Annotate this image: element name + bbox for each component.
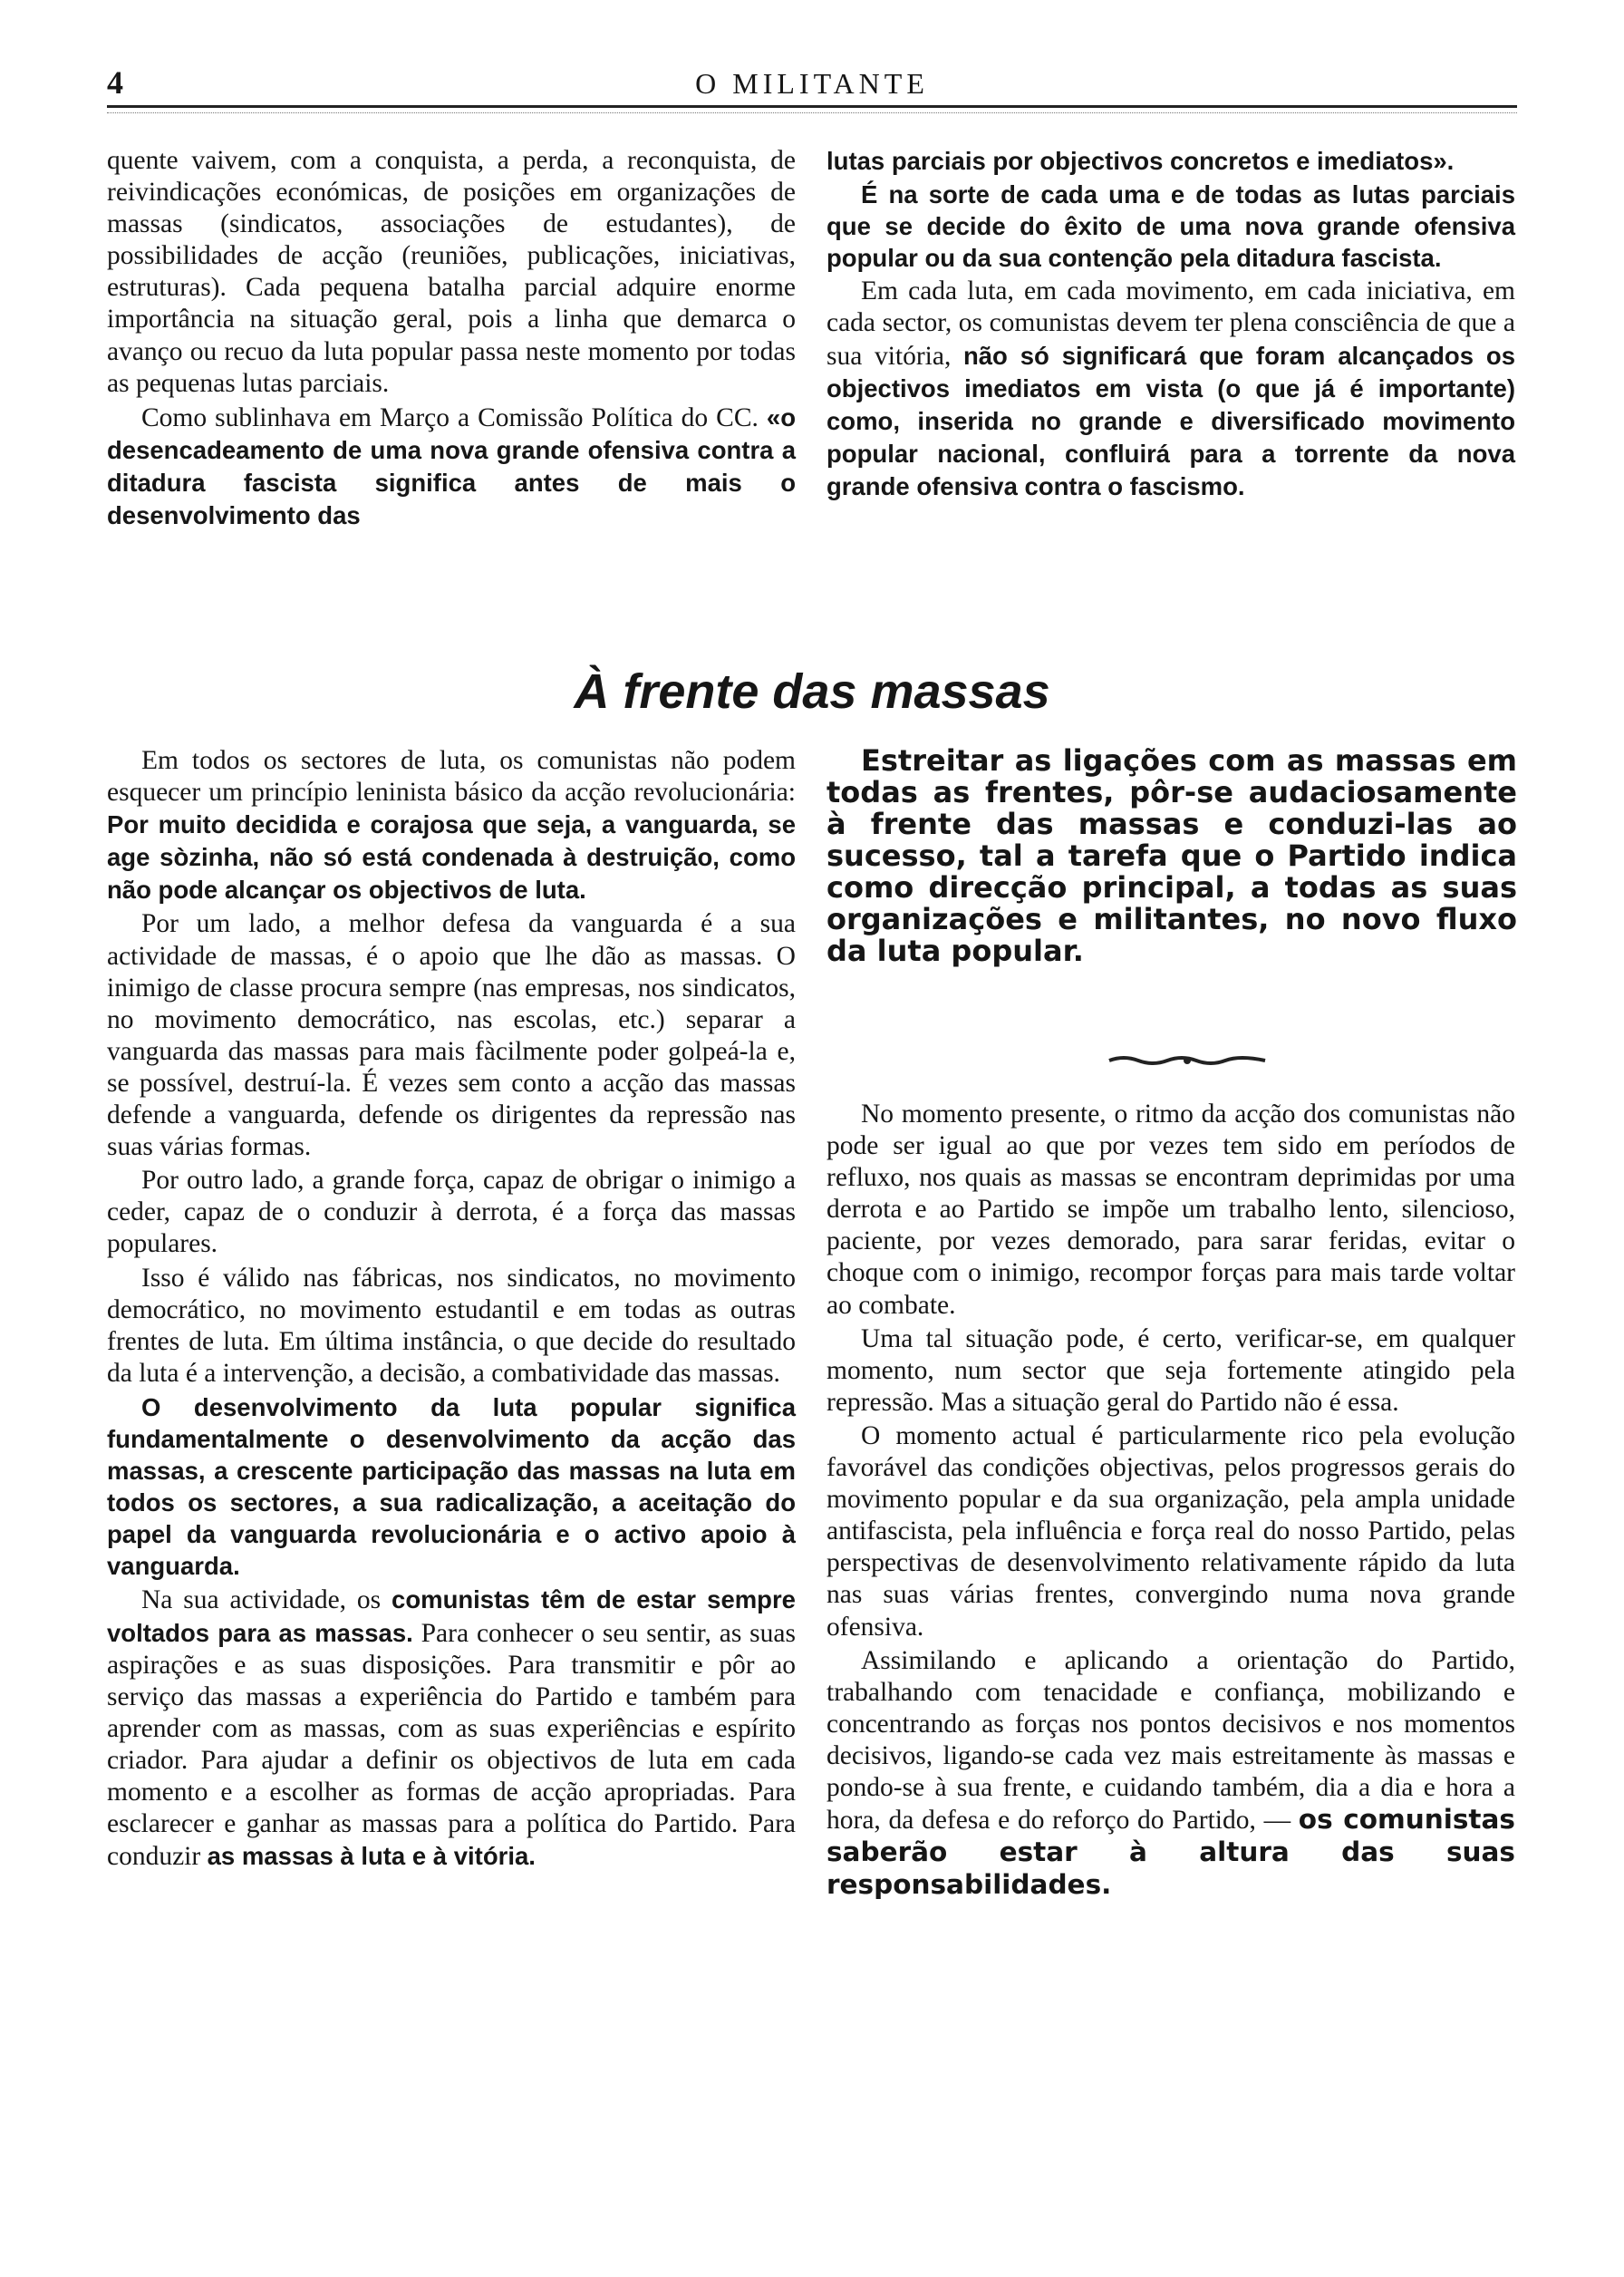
lower-left-paragraph-2: Por um lado, a melhor defesa da vanguarda é a sua actividade de massas, é o apoio que lhe dão as massas. O inimigo de classe procura sempre (nas empresas, nos sindicatos, no movimento democrático, nas escolas, etc.) separar a vanguarda das massas para mais fàcilmente poder golpeá-la e, se possível, destruí-la. É vezes sem conto a acção das massas defende a vanguarda, defende os dirigentes da repressão nas suas várias formas. xyxy=(107,909,796,1162)
ornament-divider xyxy=(1106,1051,1269,1070)
top-right-column xyxy=(826,145,1515,503)
lower-left-paragraph-6-text-b: Para conhecer o seu sentir, as suas aspirações e as suas disposições. Para transmitir e pôr ao serviço das massas a experiência do Partido e também para aprender com as massas, com as suas experiências e espírito criador. Para ajudar a definir os objectivos de luta em cada momento e a escolher as formas de acção apropriadas. Para esclarecer e ganhar as massas para a política do Partido. Para conduzir xyxy=(107,1618,796,1872)
lower-left-paragraph-1-text: Em todos os sectores de luta, os comunistas não podem esquecer um princípio leninista básico da acção revolucionária: xyxy=(107,746,796,808)
lead-box xyxy=(826,745,1517,967)
header-rule xyxy=(107,105,1517,108)
lower-right-column xyxy=(826,1099,1515,1902)
lower-left-paragraph-6-closing: as massas à luta e à vitória. xyxy=(207,1842,536,1871)
lower-left-column xyxy=(107,745,796,1873)
top-left-paragraph-2-text: Como sublinhava em Março a Comissão Política do CC. xyxy=(141,402,767,432)
lower-right-paragraph-4-text: Assimilando e aplicando a orientação do Partido, trabalhando com tenacidade e confiança, mobilizando e concentrando as forças nos pontos decisivos e nos momentos decisivos, ligando-se cada vez mais estreitamente às massas e pondo-se à sua frente, e cuidando também, dia a dia e hora a hora, da defesa e do reforço do Partido, — xyxy=(826,1645,1515,1836)
lower-left-paragraph-4: Isso é válido nas fábricas, nos sindicatos, no movimento democrático, no movimento estudantil e em todas as outras frentes de luta. Em última instância, o que decide do resultado da luta é a intervenção, a decisão, a combatividade das massas. xyxy=(107,1263,796,1388)
top-right-paragraph-3 xyxy=(826,276,1515,503)
lead-box-text: Estreitar as ligações com as massas em todas as frentes, pôr-se audaciosamente à frente das massas e conduzi-las ao sucesso, tal a tarefa que o Partido indica como direcção principal, a todas as suas organizações e militantes, no novo fluxo da luta popular. xyxy=(826,743,1517,968)
lower-left-paragraph-6-text-a: Na sua actividade, os xyxy=(141,1585,392,1615)
lower-right-paragraph-4-closing: os comunistas saberão estar à altura das suas responsabilidades. xyxy=(826,1804,1515,1901)
section-title: À frente das massas xyxy=(574,664,1050,719)
lower-left-paragraph-1-emphasis: Por muito decidida e corajosa que seja, a vanguarda, se age sòzinha, não só está condenada à destruição, como não pode alcançar os objectivos de luta. xyxy=(107,810,796,905)
top-right-paragraph-3-emphasis: não só significará que foram alcançados os objectivos imediatos em vista (o que já é importante) como, inserida no grande e diversificado movimento popular nacional, confluirá para a torrente da nova grande ofensiva contra o fascismo. xyxy=(826,341,1515,500)
page-number: 4 xyxy=(107,64,123,101)
page-header xyxy=(0,0,1624,136)
header-dotted-rule xyxy=(107,112,1517,113)
lower-right-paragraph-2: Uma tal situação pode, é certo, verificar-se, em qualquer momento, num sector que seja fortemente atingido pela repressão. Mas a situação geral do Partido não é essa. xyxy=(826,1323,1515,1417)
lower-left-paragraph-6-emphasis: comunistas têm de estar sempre voltados para as massas. xyxy=(107,1585,796,1647)
top-right-paragraph-3-text: Em cada luta, em cada movimento, em cada iniciativa, em cada sector, os comunistas devem ter plena consciência de que a sua vitória, xyxy=(826,276,1515,371)
lower-left-paragraph-3: Por outro lado, a grande força, capaz de obrigar o inimigo a ceder, capaz de o conduzir à derrota, é a força das massas populares. xyxy=(107,1166,796,1259)
top-left-paragraph-2-quote: «o desencadeamento de uma nova grande ofensiva contra a ditadura fascista significa antes de mais o desenvolvimento das xyxy=(107,402,796,530)
lower-left-paragraph-5: O desenvolvimento da luta popular significa fundamentalmente o desenvolvimento da acção das massas, a crescente participação das massas na luta em todos os sectores, a sua radicalização, a aceitação do papel da vanguarda revolucionária e o activo apoio à vanguarda. xyxy=(107,1392,796,1581)
top-right-paragraph-1: lutas parciais por objectivos concretos e imediatos». xyxy=(826,147,1455,175)
top-left-paragraph-1: quente vaivem, com a conquista, a perda, a reconquista, de reivindicações económicas, de posições em organizações de massas (sindicatos, associações de estudantes), de possibilidades de acção (reuniões, publicações, iniciativas, estruturas). Cada pequena batalha parcial adquire enorme importância na situação geral, pois a linha que demarca o avanço ou recuo da luta popular passa neste momento por todas as pequenas lutas parciais. xyxy=(107,146,796,398)
lower-left-paragraph-6 xyxy=(107,1584,796,1873)
top-right-paragraph-2: É na sorte de cada uma e de todas as lutas parciais que se decide do êxito de uma nova grande ofensiva popular ou da sua contenção pela ditadura fascista. xyxy=(826,180,1515,273)
lower-right-paragraph-3: O momento actual é particularmente rico pela evolução favorável das condições objectivas, pelos progressos gerais do movimento popular e da sua organização, pela ampla unidade antifascista, pela influência e força real do nosso Partido, pelas perspectivas de desenvolvimento relativamente rápido da luta nas suas várias frentes, convergindo numa nova grande ofensiva. xyxy=(826,1420,1515,1642)
journal-title: O MILITANTE xyxy=(695,67,929,100)
lower-right-paragraph-4 xyxy=(826,1645,1515,1903)
lower-left-paragraph-1 xyxy=(107,745,796,906)
top-left-column xyxy=(107,145,796,532)
lower-right-paragraph-1: No momento presente, o ritmo da acção dos comunistas não pode ser igual ao que por vezes tem sido em períodos de refluxo, nos quais as massas se encontram deprimidas por uma derrota e ao Partido se impõe um trabalho lento, silencioso, paciente, por vezes demorado, para sarar feridas, evitar o choque com o inimigo, recompor forças para mais tarde voltar ao combate. xyxy=(826,1100,1515,1320)
top-left-paragraph-2 xyxy=(107,402,796,532)
